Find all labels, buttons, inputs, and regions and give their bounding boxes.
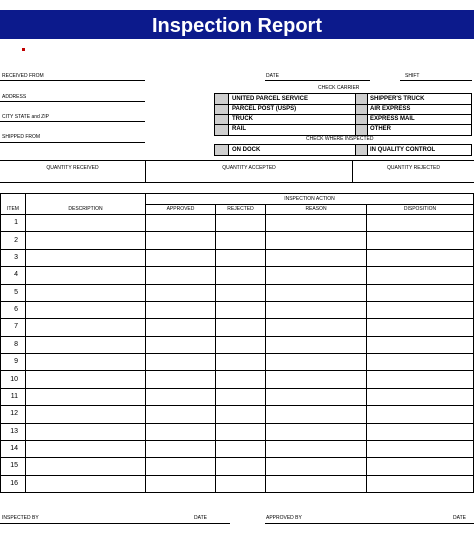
shipped-from-line[interactable] xyxy=(0,142,145,143)
col-disposition: DISPOSITION xyxy=(403,206,437,212)
table-row[interactable] xyxy=(1,266,473,283)
address-line[interactable] xyxy=(0,101,145,102)
check-inspected-title: CHECK WHERE INSPECTED xyxy=(306,136,374,142)
quantities-box xyxy=(0,160,474,183)
carrier-shippers-truck: SHIPPER'S TRUCK xyxy=(370,96,425,102)
check-carrier-box xyxy=(214,93,472,136)
inspection-table xyxy=(0,193,474,493)
table-row[interactable] xyxy=(1,423,473,440)
row-item-number: 15 xyxy=(10,462,18,470)
col-item: ITEM xyxy=(7,206,19,212)
row-item-number: 4 xyxy=(14,271,18,279)
row-item-number: 3 xyxy=(14,253,18,261)
city-state-zip-line[interactable] xyxy=(0,121,145,122)
received-from-line[interactable] xyxy=(0,80,145,81)
row-item-number: 6 xyxy=(14,306,18,314)
red-mark xyxy=(22,48,25,51)
checkbox-rail[interactable] xyxy=(215,124,228,135)
table-row[interactable] xyxy=(1,336,473,353)
approved-by-label: APPROVED BY xyxy=(266,515,302,521)
received-from-label: RECEIVED FROM xyxy=(2,73,44,79)
date-label-1: DATE xyxy=(194,515,207,521)
table-row[interactable] xyxy=(1,318,473,335)
row-item-number: 1 xyxy=(14,219,18,227)
quantity-received-label: QUANTITY RECEIVED xyxy=(46,165,99,171)
col-description: DESCRIPTION xyxy=(68,206,103,212)
check-carrier-title: CHECK CARRIER xyxy=(318,85,360,91)
row-item-number: 14 xyxy=(10,445,18,453)
row-item-number: 16 xyxy=(10,479,18,487)
table-row[interactable] xyxy=(1,284,473,301)
row-item-number: 11 xyxy=(10,392,18,400)
table-row[interactable] xyxy=(1,231,473,248)
checkbox-ups[interactable] xyxy=(215,94,228,104)
row-item-number: 8 xyxy=(14,340,18,348)
shift-label: SHIFT xyxy=(405,73,420,79)
col-approved: APPROVED xyxy=(166,206,195,212)
carrier-ups: UNITED PARCEL SERVICE xyxy=(232,96,309,102)
city-state-zip-label: CITY STATE and ZIP xyxy=(2,114,49,120)
table-row[interactable] xyxy=(1,475,473,492)
col-rejected: REJECTED xyxy=(227,206,254,212)
quantity-received-field[interactable] xyxy=(0,171,145,182)
checkbox-quality-control[interactable] xyxy=(355,145,367,155)
table-row[interactable] xyxy=(1,301,473,318)
date-line[interactable] xyxy=(265,80,370,81)
carrier-parcel-post: PARCEL POST (USPS) xyxy=(232,106,297,112)
row-item-number: 2 xyxy=(14,236,18,244)
quality-control-label: IN QUALITY CONTROL xyxy=(370,147,436,153)
table-row[interactable] xyxy=(1,249,473,266)
carrier-express-mail: EXPRESS MAIL xyxy=(370,116,415,122)
carrier-other: OTHER xyxy=(370,126,391,132)
title-banner xyxy=(0,10,474,39)
quantity-rejected-label: QUANTITY REJECTED xyxy=(387,165,440,171)
page-title: Inspection Report xyxy=(151,15,322,37)
row-item-number: 10 xyxy=(10,375,18,383)
table-row[interactable] xyxy=(1,457,473,474)
quantity-accepted-field[interactable] xyxy=(146,171,352,182)
table-row[interactable] xyxy=(1,440,473,457)
shift-line[interactable] xyxy=(400,80,472,81)
on-dock-label: ON DOCK xyxy=(232,147,261,153)
checkbox-truck[interactable] xyxy=(215,114,228,124)
checkbox-express-mail[interactable] xyxy=(355,114,367,124)
address-label: ADDRESS xyxy=(2,94,27,100)
row-item-number: 9 xyxy=(14,358,18,366)
inspection-action-label: INSPECTION ACTION xyxy=(284,196,335,202)
shipped-from-label: SHIPPED FROM xyxy=(2,134,41,140)
quantity-rejected-field[interactable] xyxy=(353,171,474,182)
check-inspected-box xyxy=(214,144,472,156)
checkbox-air-express[interactable] xyxy=(355,104,367,114)
carrier-truck: TRUCK xyxy=(232,116,253,122)
checkbox-on-dock[interactable] xyxy=(215,145,228,155)
inspected-by-line[interactable] xyxy=(0,523,230,524)
quantity-accepted-label: QUANTITY ACCEPTED xyxy=(222,165,276,171)
col-reason: REASON xyxy=(305,206,327,212)
row-item-number: 5 xyxy=(14,288,18,296)
table-row[interactable] xyxy=(1,405,473,422)
date-label: DATE xyxy=(266,73,279,79)
row-item-number: 7 xyxy=(14,323,18,331)
table-row[interactable] xyxy=(1,370,473,387)
table-row[interactable] xyxy=(1,214,473,231)
row-item-number: 13 xyxy=(10,427,18,435)
carrier-air-express: AIR EXPRESS xyxy=(370,106,411,112)
table-row[interactable] xyxy=(1,353,473,370)
approved-by-line[interactable] xyxy=(265,523,474,524)
inspected-by-label: INSPECTED BY xyxy=(2,515,39,521)
checkbox-shippers-truck[interactable] xyxy=(355,94,367,104)
carrier-rail: RAIL xyxy=(232,126,246,132)
checkbox-parcel-post[interactable] xyxy=(215,104,228,114)
date-label-2: DATE xyxy=(453,515,466,521)
table-row[interactable] xyxy=(1,388,473,405)
checkbox-other[interactable] xyxy=(355,124,367,135)
row-item-number: 12 xyxy=(10,410,18,418)
